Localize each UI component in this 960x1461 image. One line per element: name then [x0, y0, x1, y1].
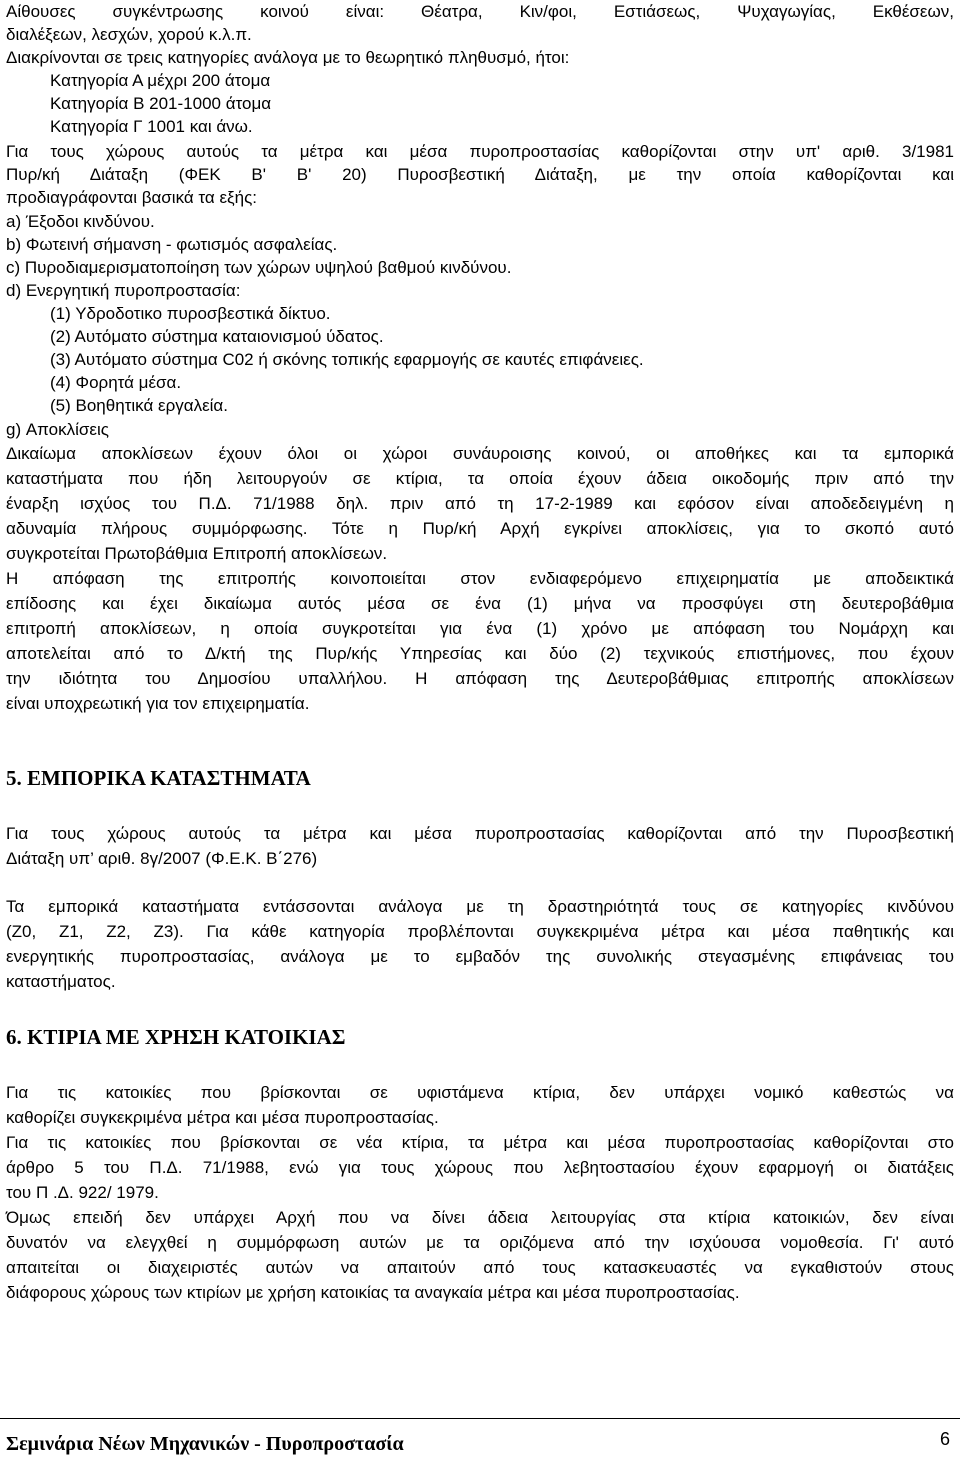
exemptions-line: καταστήματα που ήδη λειτουργούν σε κτίρια, τα οποία έχουν άδεια οικοδομής πριν από την — [6, 469, 954, 488]
intro-line: Για τους χώρους αυτούς τα μέτρα και μέσα πυροπροστασίας καθορίζονται στην υπ' αριθ. 3/1981 — [6, 142, 954, 161]
section-5-heading: 5. ΕΜΠΟΡΙΚΑ ΚΑΤΑΣΤΗΜΑΤΑ — [6, 766, 311, 790]
section-5-text: Τα εμπορικά καταστήματα εντάσσονται ανάλογα με τη δραστηριότητά τους σε κατηγορίες κινδύνου — [6, 897, 954, 916]
measure-item: c) Πυροδιαμερισματοποίηση των χώρων υψηλού βαθμού κινδύνου. — [6, 258, 512, 277]
measure-subitem: (5) Βοηθητικά εργαλεία. — [50, 396, 228, 415]
section-6-text: Για τις κατοικίες που βρίσκονται σε υφιστάμενα κτίρια, δεν υπάρχει νομικό καθεστώς να — [6, 1083, 954, 1102]
measure-subitem: (3) Αυτόματο σύστημα C02 ή σκόνης τοπικής εφαρμογής σε καυτές επιφάνειες. — [50, 350, 644, 369]
page-number: 6 — [940, 1429, 951, 1449]
exemptions-line: επιτροπή αποκλίσεων, η οποία συγκροτείται για ένα (1) χρόνο με απόφαση του Νομάρχη και — [6, 619, 954, 638]
category-b-line: Κατηγορία Β 201-1000 άτομα — [50, 94, 272, 113]
exemptions-label: g) Αποκλίσεις — [6, 420, 109, 439]
exemptions-line: αδυναμία πλήρους συμμόρφωσης. Τότε η Πυρ/κή Αρχή εγκρίνει αποκλίσεις, για το σκοπό αυτό — [6, 519, 954, 538]
measure-subitem: (2) Αυτόματο σύστημα καταιονισμού ύδατος. — [50, 327, 384, 346]
measure-item: a) Έξοδοι κινδύνου. — [6, 212, 155, 231]
section-6-text: καθορίζει συγκεκριμένα μέτρα και μέσα πυροπροστασίας. — [6, 1108, 439, 1127]
exemptions-line: αποτελείται από το Δ/κτή της Πυρ/κής Υπηρεσίας και δύο (2) τεχνικούς επιστήμονες, που έχουν — [6, 644, 954, 663]
exemptions-line: Η απόφαση της επιτροπής κοινοποιείται στον ενδιαφερόμενο επιχειρηματία με αποδεικτικά — [6, 569, 954, 588]
section-6-text: άρθρο 5 του Π.Δ. 71/1988, ενώ για τους χώρους που λεβητοστασίου έχουν εφαρμογή οι διατάξεις — [6, 1158, 954, 1177]
footer-divider — [0, 1418, 960, 1419]
section-5-text: Διάταξη υπ’ αριθ. 8γ/2007 (Φ.Ε.Κ. Β΄276) — [6, 849, 318, 868]
section-5-text: (Ζ0, Ζ1, Ζ2, Ζ3). Για κάθε κατηγορία προβλέπονται συγκεκριμένα μέτρα και μέσα παθητικής και — [6, 922, 954, 941]
measure-subitem: (1) Υδροδοτικο πυροσβεστικά δίκτυο. — [50, 304, 331, 323]
section-5-text: ενεργητικής πυροπροστασίας, ανάλογα με το εμβαδόν της συνολικής στεγασμένης επιφάνειας του — [6, 947, 954, 966]
section-6-text: Όμως επειδή δεν υπάρχει Αρχή που να δίνει άδεια λειτουργίας στα κτίρια κατοικιών, δεν είναι — [6, 1208, 954, 1227]
category-a-line: Κατηγορία Α μέχρι 200 άτομα — [50, 71, 271, 90]
section-6-text: του Π .Δ. 922/ 1979. — [6, 1183, 159, 1202]
exemptions-line: είναι υποχρεωτική για τον επιχειρηματία. — [6, 694, 310, 713]
intro-line: Αίθουσες συγκέντρωσης κοινού είναι: Θέατρα, Κιν/φοι, Εστιάσεως, Ψυχαγωγίας, Εκθέσεων, — [6, 2, 954, 21]
intro-line: Πυρ/κή Διάταξη (ΦΕΚ Β' Β' 20) Πυροσβεστική Διάταξη, με την οποία καθορίζονται και — [6, 165, 954, 184]
exemptions-line: συγκροτείται Πρωτοβάθμια Επιτροπή αποκλίσεων. — [6, 544, 388, 563]
footer-title: Σεμινάρια Νέων Μηχανικών - Πυροπροστασία — [6, 1433, 404, 1455]
intro-line: διαλέξεων, λεσχών, χορού κ.λ.π. — [6, 25, 252, 44]
exemptions-line: επίδοσης και έχει δικαίωμα αυτός μέσα σε ένα (1) μήνα να προσφύγει στη δευτεροβάθμια — [6, 594, 954, 613]
section-6-text: δυνατόν να ελεγχθεί η συμμόρφωση αυτών με τα οριζόμενα από την ισχύουσα νομοθεσία. Γι' αυτό — [6, 1233, 954, 1252]
measure-item: d) Ενεργητική πυροπροστασία: — [6, 281, 241, 300]
measure-subitem: (4) Φορητά μέσα. — [50, 373, 182, 392]
category-c-line: Κατηγορία Γ 1001 και άνω. — [50, 117, 253, 136]
exemptions-line: την ιδιότητα του Δημοσίου υπαλλήλου. Η απόφαση της Δευτεροβάθμιας επιτροπής αποκλίσεων — [6, 669, 954, 688]
section-6-text: Για τις κατοικίες που βρίσκονται σε νέα κτίρια, τα μέτρα και μέσα πυροπροστασίας καθορίζονται στο — [6, 1133, 954, 1152]
intro-line: προδιαγράφονται βασικά τα εξής: — [6, 188, 258, 207]
section-6-text: απαιτείται οι διαχειριστές αυτών να απαιτούν από τους κατασκευαστές να εγκαθιστούν στους — [6, 1258, 954, 1277]
intro-line: Διακρίνονται σε τρεις κατηγορίες ανάλογα με το θεωρητικό πληθυσμό, ήτοι: — [6, 48, 570, 67]
exemptions-line: έναρξη ισχύος του Π.Δ. 71/1988 δηλ. πριν από τη 17-2-1989 και εφόσον είναι αποδεδειγμένη η — [6, 494, 954, 513]
section-5-text: Για τους χώρους αυτούς τα μέτρα και μέσα πυροπροστασίας καθορίζονται από την Πυροσβεστική — [6, 824, 954, 843]
section-6-heading: 6. ΚΤΙΡΙΑ ΜΕ ΧΡΗΣΗ ΚΑΤΟΙΚΙΑΣ — [6, 1025, 346, 1049]
section-6-text: διάφορους χώρους των κτιρίων με χρήση κατοικίας τα αναγκαία μέτρα και μέσα πυροπροστασίας. — [6, 1283, 740, 1302]
section-5-text: καταστήματος. — [6, 972, 116, 991]
measure-item: b) Φωτεινή σήμανση - φωτισμός ασφαλείας. — [6, 235, 338, 254]
exemptions-line: Δικαίωμα αποκλίσεων έχουν όλοι οι χώροι συνάυροισης κοινού, οι αποθήκες και τα εμπορικά — [6, 444, 954, 463]
